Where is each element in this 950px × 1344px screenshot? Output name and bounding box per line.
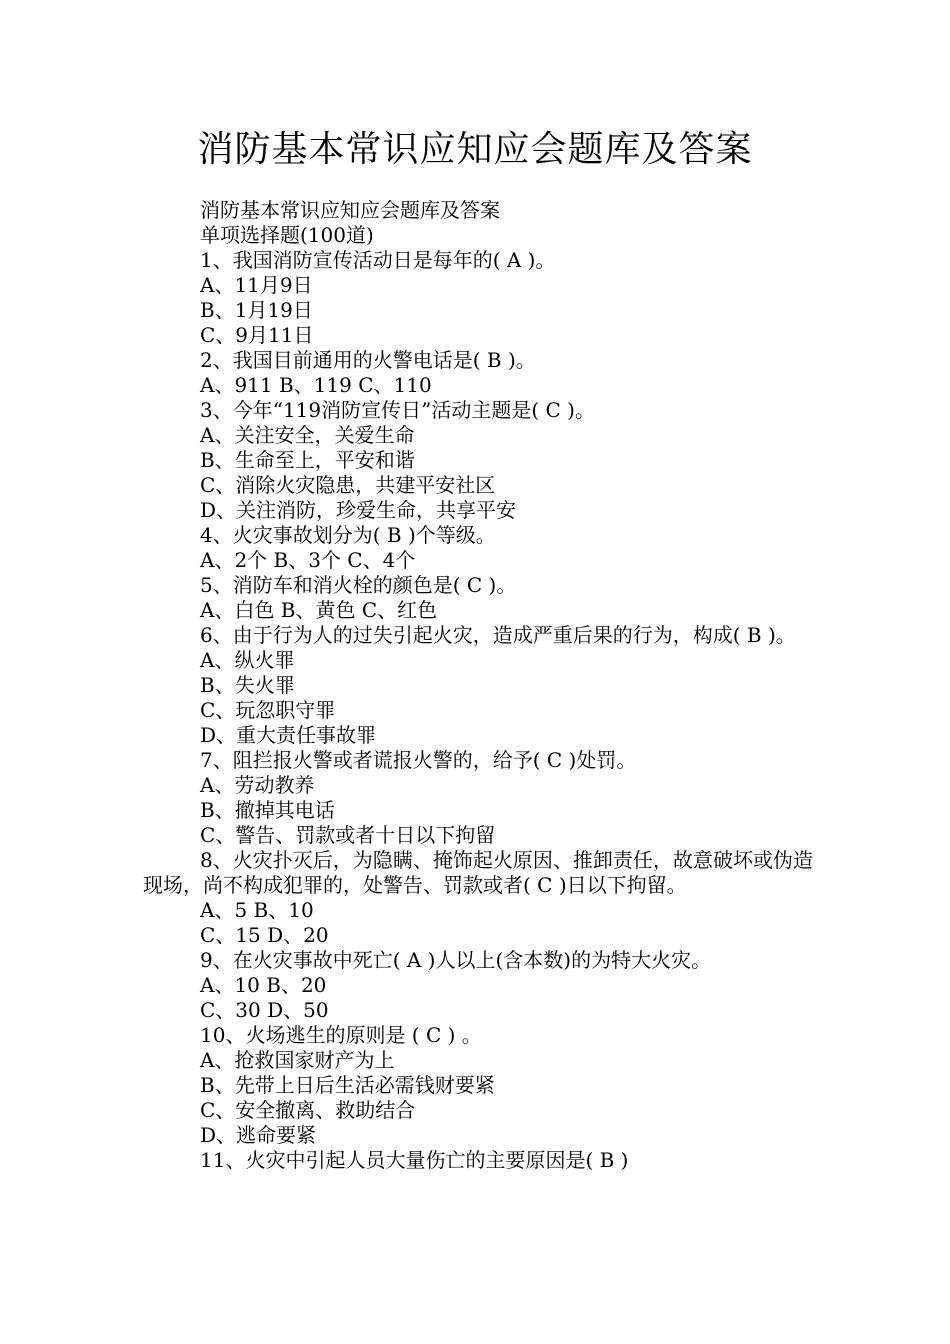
option-line: A、5 B、10 (200, 898, 314, 922)
question-9: 9、在火灾事故中死亡( A )人以上(含本数)的为特大火灾。 (200, 948, 712, 972)
question-1: 1、我国消防宣传活动日是每年的( A )。 (200, 248, 556, 272)
option-line: A、11月9日 (200, 273, 313, 297)
option-line: C、警告、罚款或者十日以下拘留 (200, 823, 496, 847)
option-line: B、1月19日 (200, 298, 313, 322)
option-line: D、关注消防，珍爱生命，共享平安 (200, 498, 517, 522)
option-line: C、安全撤离、救助结合 (200, 1098, 416, 1122)
question-8: 8、火灾扑灭后，为隐瞒、掩饰起火原因、推卸责任，故意破坏或伪造现场，尚不构成犯罪的，处警告、罚款或者( C )日以下拘留。 (143, 848, 813, 897)
option-line: A、白色 B、黄色 C、红色 (200, 598, 438, 622)
subtitle-line: 消防基本常识应知应会题库及答案 (200, 198, 500, 222)
option-line: B、失火罪 (200, 673, 295, 697)
option-line: A、911 B、119 C、110 (200, 373, 432, 397)
option-line: C、玩忽职守罪 (200, 698, 336, 722)
section-heading: 单项选择题(100道) (200, 223, 374, 247)
question-5: 5、消防车和消火栓的颜色是( C )。 (200, 573, 517, 597)
option-line: A、10 B、20 (200, 973, 327, 997)
option-line: C、30 D、50 (200, 998, 329, 1022)
question-3: 3、今年“119消防宣传日”活动主题是( C )。 (200, 398, 595, 422)
question-7: 7、阻拦报火警或者谎报火警的，给予( C )处罚。 (200, 748, 637, 772)
option-line: C、9月11日 (200, 323, 314, 347)
question-11: 11、火灾中引起人员大量伤亡的主要原因是( B ) (200, 1148, 629, 1172)
option-line: B、先带上日后生活必需钱财要紧 (200, 1073, 495, 1097)
document-title: 消防基本常识应知应会题库及答案 (197, 129, 753, 170)
option-line: D、重大责任事故罪 (200, 723, 377, 747)
option-line: A、抢救国家财产为上 (200, 1048, 395, 1072)
question-2: 2、我国目前通用的火警电话是( B )。 (200, 348, 536, 372)
question-6: 6、由于行为人的过失引起火灾，造成严重后果的行为，构成( B )。 (200, 623, 796, 647)
option-line: A、2个 B、3个 C、4个 (200, 548, 416, 572)
question-10: 10、火场逃生的原则是 ( C ) 。 (200, 1023, 482, 1047)
option-line: A、关注安全，关爱生命 (200, 423, 415, 447)
option-line: C、消除火灾隐患，共建平安社区 (200, 473, 496, 497)
document-body (143, 198, 813, 1173)
option-line: A、纵火罪 (200, 648, 295, 672)
option-line: D、逃命要紧 (200, 1123, 317, 1147)
option-line: B、生命至上，平安和谐 (200, 448, 415, 472)
question-4: 4、火灾事故划分为( B )个等级。 (200, 523, 496, 547)
option-line: A、劳动教养 (200, 773, 315, 797)
option-line: C、15 D、20 (200, 923, 329, 947)
option-line: B、撤掉其电话 (200, 798, 335, 822)
